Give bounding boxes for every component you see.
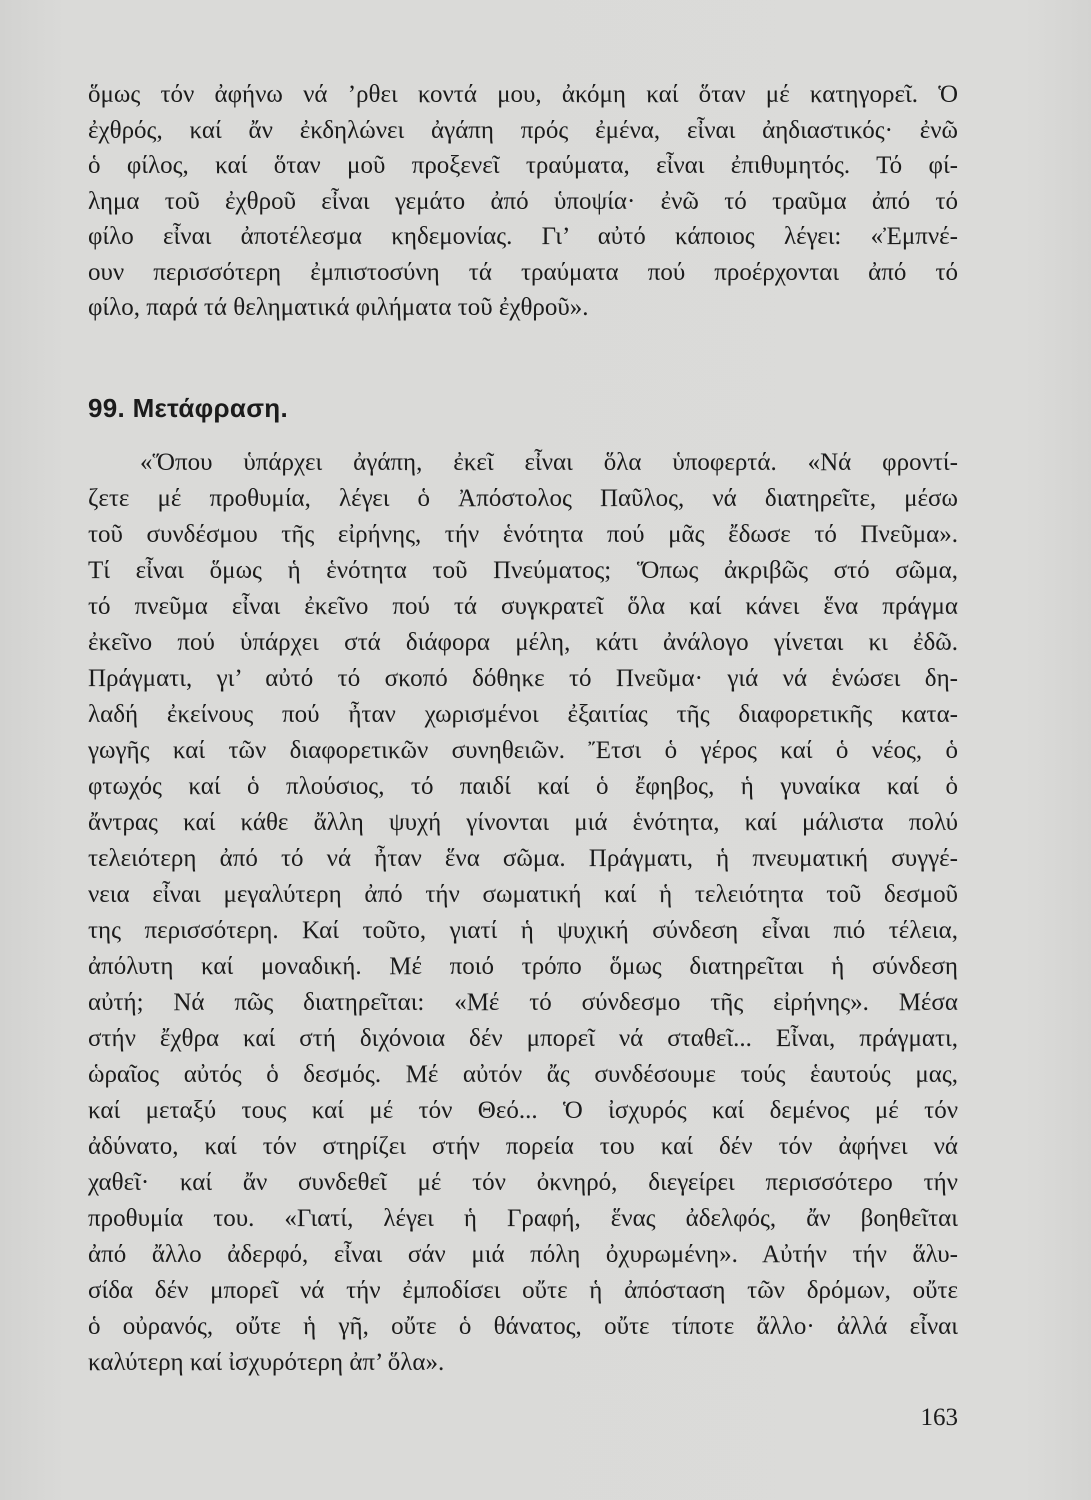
text-line: στήν ἔχθρα καί στή διχόνοια δέν μπορεῖ νά σταθεῖ... Εἶναι, πράγματι, <box>88 1025 958 1052</box>
text-line: ὁ φίλος, καί ὅταν μοῦ προξενεῖ τραύματα, εἶναι ἐπιθυμητός. Τό φί- <box>88 152 958 179</box>
text-line: χαθεῖ· καί ἄν συνδεθεῖ μέ τόν ὀκνηρό, διεγείρει περισσότερο τήν <box>88 1169 958 1196</box>
text-line: αὐτή; Νά πῶς διατηρεῖται: «Μέ τό σύνδεσμο τῆς εἰρήνης». Μέσα <box>88 989 958 1016</box>
text-line: ἐκεῖνο πού ὑπάρχει στά διάφορα μέλη, κάτι ἀνάλογο γίνεται κι ἐδῶ. <box>88 629 958 656</box>
text-line: τό πνεῦμα εἶναι ἐκεῖνο πού τά συγκρατεῖ ὅλα καί κάνει ἕνα πράγμα <box>88 593 958 620</box>
paragraph <box>88 445 958 1381</box>
text-line: ἀπό ἄλλο ἀδερφό, εἶναι σάν μιά πόλη ὀχυρωμένη». Αὐτήν τήν ἅλυ- <box>88 1241 958 1268</box>
text-line: «Ὅπου ὑπάρχει ἀγάπη, ἐκεῖ εἶναι ὅλα ὑποφερτά. «Νά φροντί- <box>140 449 958 476</box>
text-line: Πράγματι, γι’ αὐτό τό σκοπό δόθηκε τό Πνεῦμα· γιά νά ἑνώσει δη- <box>88 665 958 692</box>
section-heading: 99. Μετάφραση. <box>88 393 288 423</box>
text-line: ἀδύνατο, καί τόν στηρίζει στήν πορεία του καί δέν τόν ἀφήνει νά <box>88 1133 958 1160</box>
text-line: φίλο εἶναι ἀποτέλεσμα κηδεμονίας. Γι’ αὐτό κάποιος λέγει: «Ἐμπνέ- <box>88 223 958 250</box>
text-line: ὁ οὐρανός, οὔτε ἡ γῆ, οὔτε ὁ θάνατος, οὔτε τίποτε ἄλλο· ἀλλά εἶναι <box>88 1313 958 1340</box>
text-line: φίλο, παρά τά θεληματικά φιλήματα τοῦ ἐχθροῦ». <box>88 294 589 321</box>
text-line: τελειότερη ἀπό τό νά ἦταν ἕνα σῶμα. Πράγματι, ἡ πνευματική συγγέ- <box>88 845 958 872</box>
text-line: λαδή ἐκείνους πού ἦταν χωρισμένοι ἐξαιτίας τῆς διαφορετικῆς κατα- <box>88 701 958 728</box>
text-line: ἀπόλυτη καί μοναδική. Μέ ποιό τρόπο ὅμως διατηρεῖται ἡ σύνδεση <box>88 953 958 980</box>
paragraph <box>88 77 958 326</box>
text-line: καλύτερη καί ἰσχυρότερη ἀπ’ ὅλα». <box>88 1349 445 1376</box>
text-line: φτωχός καί ὁ πλούσιος, τό παιδί καί ὁ ἔφηβος, ἡ γυναίκα καί ὁ <box>88 773 958 800</box>
text-line: γωγῆς καί τῶν διαφορετικῶν συνηθειῶν. Ἔτσι ὁ γέρος καί ὁ νέος, ὁ <box>88 737 958 764</box>
text-line: ὡραῖος αὐτός ὁ δεσμός. Μέ αὐτόν ἄς συνδέσουμε τούς ἑαυτούς μας, <box>88 1061 958 1088</box>
page-number: 163 <box>920 1404 958 1431</box>
text-line: λημα τοῦ ἐχθροῦ εἶναι γεμάτο ἀπό ὑποψία· ἐνῶ τό τραῦμα ἀπό τό <box>88 187 958 215</box>
text-line: Τί εἶναι ὅμως ἡ ἑνότητα τοῦ Πνεύματος; Ὅπως ἀκριβῶς στό σῶμα, <box>88 557 958 584</box>
text-line: τοῦ συνδέσμου τῆς εἰρήνης, τήν ἑνότητα πού μᾶς ἔδωσε τό Πνεῦμα». <box>88 521 958 548</box>
text-line: καί μεταξύ τους καί μέ τόν Θεό... Ὁ ἰσχυρός καί δεμένος μέ τόν <box>88 1097 958 1124</box>
text-line: ἐχθρός, καί ἄν ἐκδηλώνει ἀγάπη πρός ἐμένα, εἶναι ἀηδιαστικός· ἐνῶ <box>88 116 958 144</box>
text-line: ὅμως τόν ἀφήνω νά ’ρθει κοντά μου, ἀκόμη καί ὅταν μέ κατηγορεῖ. Ὁ <box>88 81 958 108</box>
text-line: σίδα δέν μπορεῖ νά τήν ἐμποδίσει οὔτε ἡ ἀπόσταση τῶν δρόμων, οὔτε <box>88 1277 958 1304</box>
text-line: ἄντρας καί κάθε ἄλλη ψυχή γίνονται μιά ἑνότητα, καί μάλιστα πολύ <box>88 809 958 836</box>
text-line: νεια εἶναι μεγαλύτερη ἀπό τήν σωματική καί ἡ τελειότητα τοῦ δεσμοῦ <box>88 881 958 908</box>
text-line: ζετε μέ προθυμία, λέγει ὁ Ἀπόστολος Παῦλος, νά διατηρεῖτε, μέσω <box>88 485 958 512</box>
text-line: της περισσότερη. Καί τοῦτο, γιατί ἡ ψυχική σύνδεση εἶναι πιό τέλεια, <box>88 917 958 944</box>
text-line: ουν περισσότερη ἐμπιστοσύνη τά τραύματα πού προέρχονται ἀπό τό <box>88 258 958 286</box>
text-line: προθυμία του. «Γιατί, λέγει ἡ Γραφή, ἕνας ἀδελφός, ἄν βοηθεῖται <box>88 1205 958 1232</box>
